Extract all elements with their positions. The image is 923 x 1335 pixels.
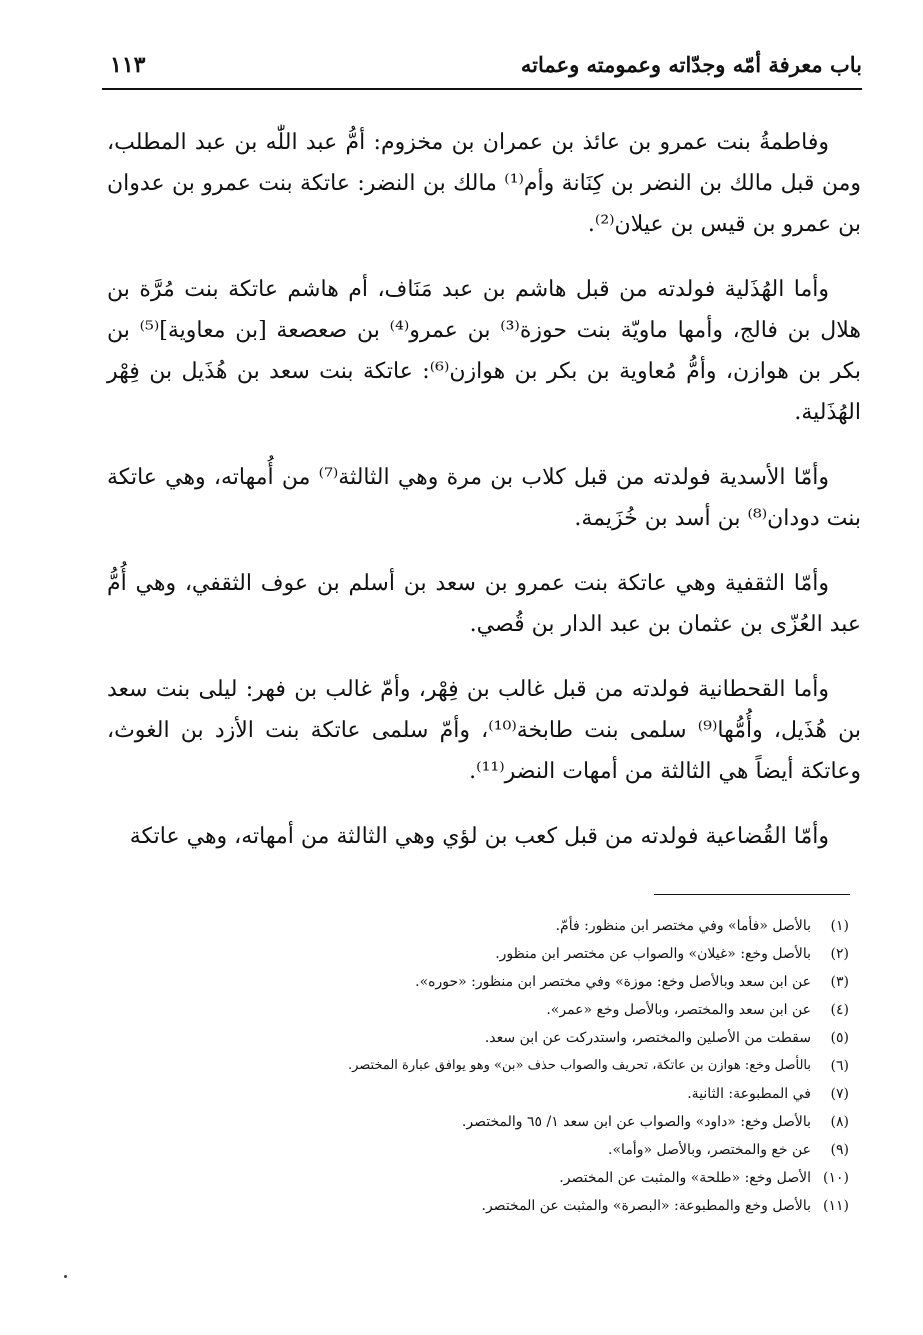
footnote-text: عن ابن سعد والمختصر، وبالأصل وخع «عمر». (546, 1002, 811, 1018)
footnote-number: (٥) (830, 1030, 849, 1046)
footnote-text: بالأصل وخع: «داود» والصواب عن ابن سعد ١/ ٦٥ والمختصر. (461, 1114, 811, 1130)
footnote-text: بالأصل «فأما» وفي مختصر ابن منظور: فأمّ. (555, 918, 811, 934)
footnote-text: في المطبوعة: الثانية. (687, 1086, 811, 1102)
footnote-number: (٢) (830, 946, 849, 962)
footnote-text: عن ابن سعد وبالأصل وخع: موزة» وفي مختصر ابن منظور: «حوره». (415, 974, 811, 990)
footnote-number: (٧) (830, 1086, 849, 1102)
footnote-number: (٤) (830, 1002, 849, 1018)
footnote-text: بالأصل وخع والمطبوعة: «البصرة» والمثبت عن المختصر. (481, 1198, 811, 1214)
footnote (129, 968, 849, 996)
chapter-title: باب معرفة أمّه وجدّاته وعمومته وعماته (520, 52, 862, 77)
footnote-number: (٣) (830, 974, 849, 990)
footnote (129, 940, 849, 968)
paragraph: وأمّا الثقفية وهي عاتكة بنت عمرو بن سعد بن أسلم بن عوف الثقفي، وهي أُمُّ عبد العُزّى بن عثمان بن عبد الدار بن قُصي. (107, 571, 861, 637)
footnote-text: عن خع والمختصر، وبالأصل «وأما». (608, 1142, 811, 1158)
paragraph: وأما القحطانية فولدته من قبل غالب بن فِهْر، وأمّ غالب بن فهر: ليلى بنت سعد بن هُذَيل، وأُمُّها⁽⁹⁾ سلمى بنت طابخة⁽¹⁰⁾، وأمّ سلمى عاتكة بنت الأزد بن الغوث، وعاتكة أيضاً هي الثالثة من أمهات النضر⁽¹¹⁾. (107, 677, 861, 784)
footnote (129, 912, 849, 940)
footnote-text: الأصل وخع: «طلحة» والمثبت عن المختصر. (559, 1170, 811, 1186)
footnotes (129, 912, 849, 1220)
footnote (129, 1080, 849, 1108)
footnote-number: (١١) (823, 1198, 849, 1214)
paragraph: وأما الهُذَلية فولدته من قبل هاشم بن عبد مَنَاف، أم هاشم عاتكة بنت مُرَّة بن هلال بن فالج، وأمها ماويّة بنت حوزة⁽³⁾ بن عمرو⁽⁴⁾ بن صعصعة [بن معاوية]⁽⁵⁾ بن بكر بن هوازن، وأمُّ مُعاوية بن بكر بن هوازن⁽⁶⁾: عاتكة بنت سعد بن هُذَيل بن فِهْر الهُذَلية. (107, 277, 862, 425)
footnote-text: بالأصل وخع: «غيلان» والصواب عن مختصر ابن منظور. (495, 946, 811, 962)
paragraph: وأمّا الأسدية فولدته من قبل كلاب بن مرة وهي الثالثة⁽⁷⁾ من أُمهاته، وهي عاتكة بنت دودان⁽⁸⁾ بن أسد بن خُزَيمة. (107, 465, 861, 531)
footnote (129, 1136, 849, 1164)
footnote (129, 1024, 849, 1052)
footnote-number: (٨) (830, 1114, 849, 1130)
running-header (102, 52, 862, 88)
paragraph: وفاطمةُ بنت عمرو بن عائذ بن عمران بن مخزوم: أمُّ عبد اللّٰه بن عبد المطلب، ومن قبل مالك بن النضر بن كِنَانة وأم⁽¹⁾ مالك بن النضر: عاتكة بنت عمرو بن عدوان بن عمرو بن قيس بن عيلان⁽²⁾. (107, 130, 862, 237)
page-number: ١١٣ (110, 52, 146, 78)
footnote-number: (٩) (830, 1142, 849, 1158)
footnote-number: (٦) (830, 1058, 849, 1074)
footnote-number: (١) (830, 918, 849, 934)
footnote (129, 1192, 849, 1220)
footnote-rule (654, 894, 850, 895)
footnote (129, 1164, 849, 1192)
footnote (129, 1108, 849, 1136)
footnote-text: بالأصل وخع: هوازن بن عاتكة، تحريف والصواب حذف «بن» وهو يوافق عبارة المختصر. (347, 1058, 811, 1073)
main-text (107, 122, 861, 857)
footnote-text: سقطت من الأصلين والمختصر، واستدركت عن ابن سعد. (484, 1030, 811, 1046)
footnote (129, 1052, 849, 1080)
page-speck (64, 1275, 67, 1278)
footnote (129, 996, 849, 1024)
paragraph: وأمّا القُضاعية فولدته من قبل كعب بن لؤي وهي الثالثة من أمهاته، وهي عاتكة (129, 824, 829, 849)
header-rule (102, 88, 862, 90)
footnote-number: (١٠) (823, 1170, 849, 1186)
